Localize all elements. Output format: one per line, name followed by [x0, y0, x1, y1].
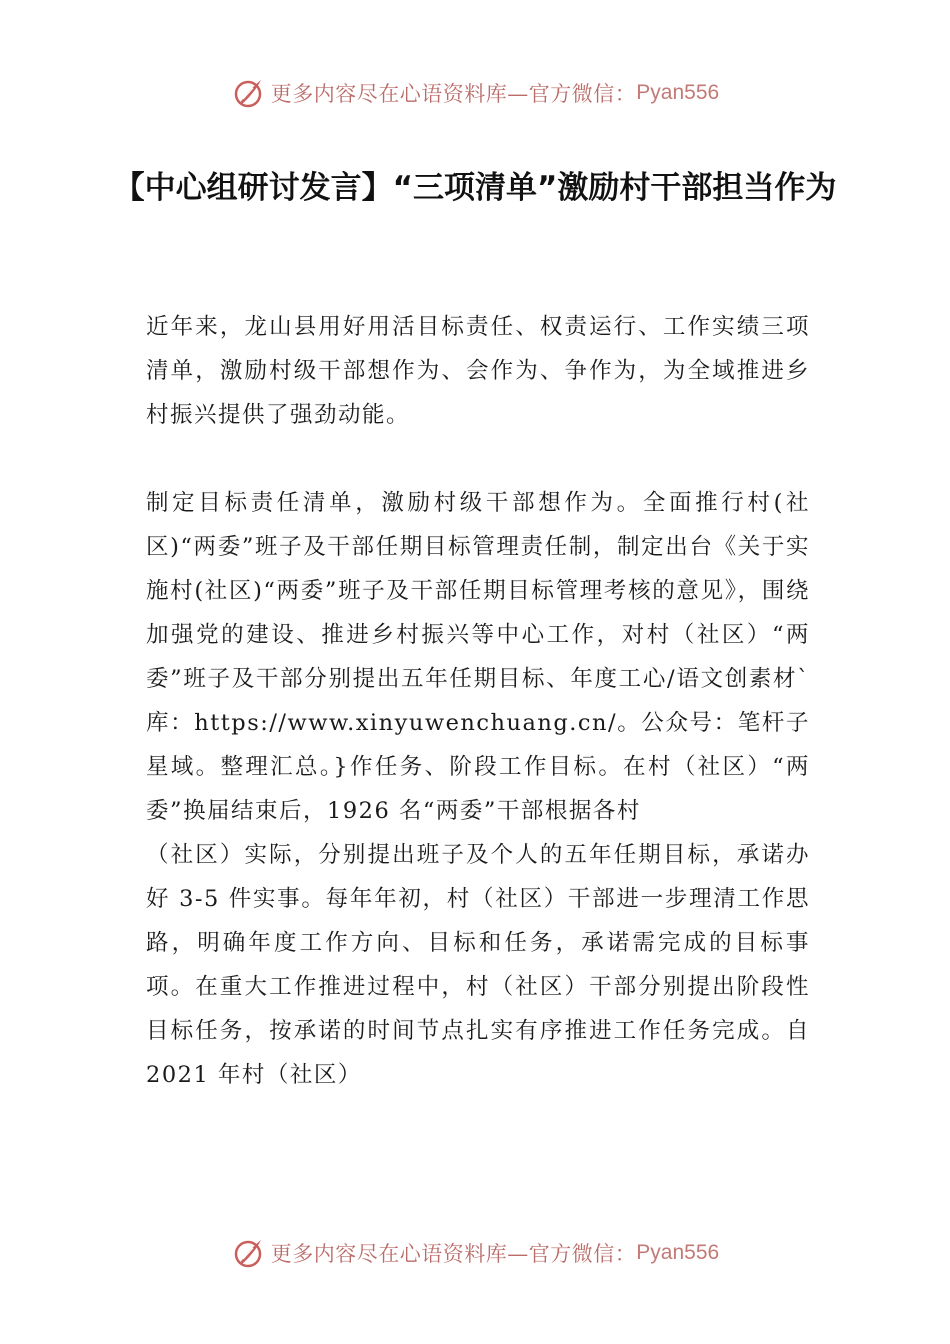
quill-logo-icon — [231, 76, 265, 110]
document-title: 【中心组研讨发言】“三项清单”激励村干部担当作为 — [113, 170, 837, 206]
watermark-text: 更多内容尽在心语资料库—官方微信： — [270, 1242, 637, 1266]
header-watermark — [0, 71, 950, 115]
document-body — [146, 305, 810, 1097]
paragraph-target-list: 制定目标责任清单，激励村级干部想作为。全面推行村(社区)“两委”班子及干部任期目标管理责任制，制定出台《关于实施村(社区)“两委”班子及干部任期目标管理考核的意见》，围绕加强党的建设、推进乡村振兴等中心工作，对村（社区）“两委”班子及干部分别提出五年任期目标、年度工心/语文创素材`库：https://www.xinyuwenchuang.cn/。公众号：笔杆子星域。整理汇总。}作任务、阶段工作目标。在村（社区）“两委”换届结束后，1926 名“两委”干部根据各村 — [146, 490, 810, 824]
footer-watermark — [0, 1231, 950, 1275]
paragraph-target-list-cont: （社区）实际，分别提出班子及个人的五年任期目标，承诺办好 3-5 件实事。每年年初，村（社区）干部进一步理清工作思路，明确年度工作方向、目标和任务，承诺需完成的目标事项。在重大工作推进过程中，村（社区）干部分别提出阶段性目标任务，按承诺的时间节点扎实有序推进工作任务完成。自 2021 年村（社区） — [146, 842, 810, 1088]
watermark-handle: Pyan556 — [636, 1241, 720, 1264]
watermark-text: 更多内容尽在心语资料库—官方微信： — [270, 82, 637, 106]
paragraph-intro: 近年来，龙山县用好用活目标责任、权责运行、工作实绩三项清单，激励村级干部想作为、会作为、争作为，为全域推进乡村振兴提供了强劲动能。 — [146, 314, 810, 428]
watermark-handle: Pyan556 — [636, 81, 720, 104]
quill-logo-icon — [231, 1236, 265, 1270]
